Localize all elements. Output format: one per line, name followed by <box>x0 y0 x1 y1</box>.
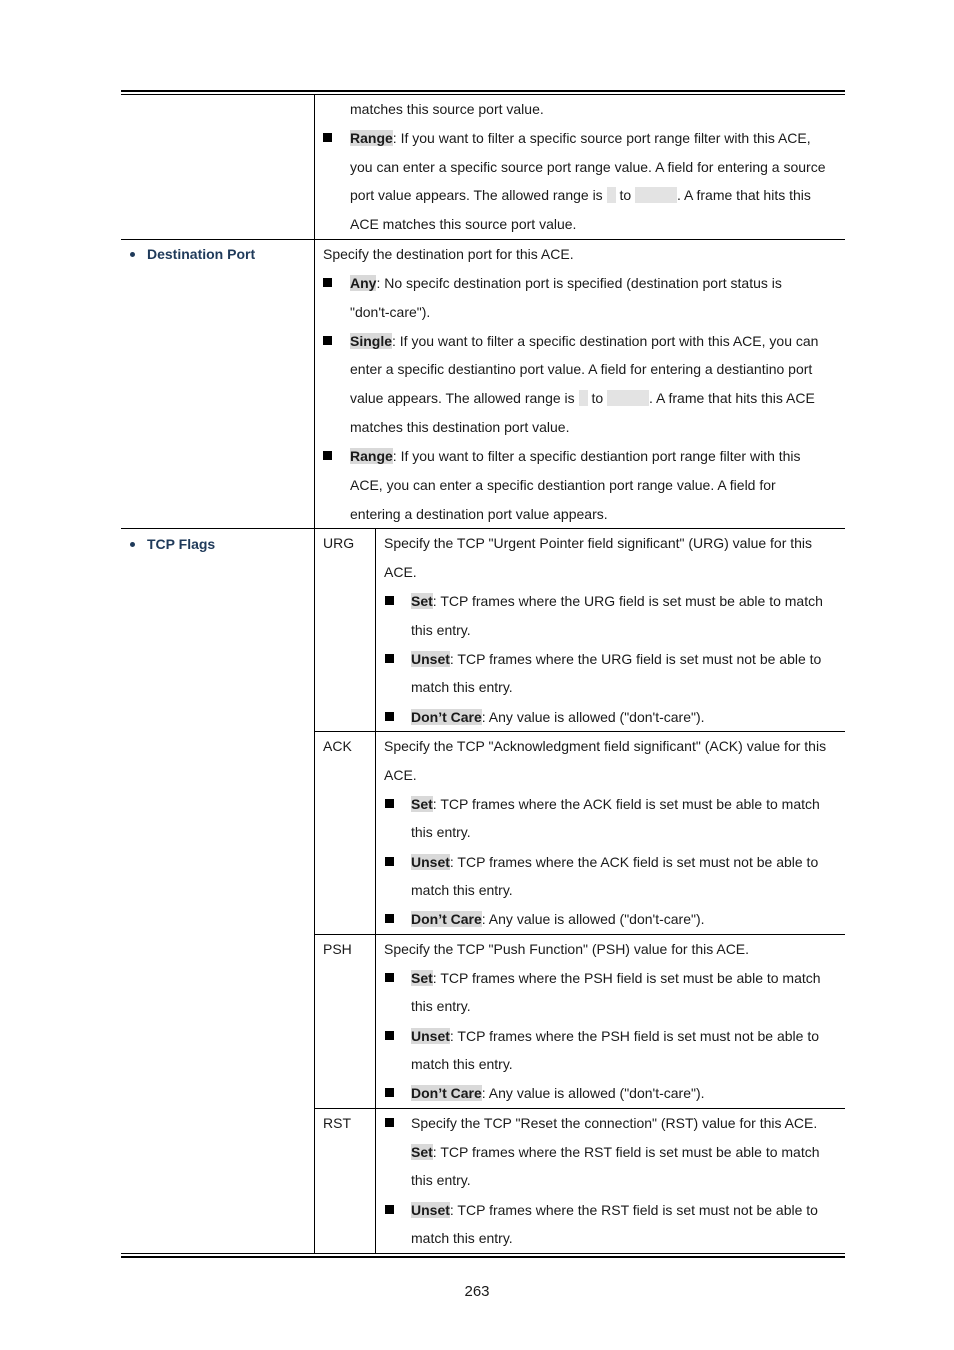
psh-dontcare-line <box>411 1084 705 1102</box>
urg-set-text: this entry. <box>411 622 471 638</box>
bullet-square-icon <box>385 596 394 605</box>
ack-unset-text: match this entry. <box>411 882 513 898</box>
keyword: Unset <box>411 1202 450 1218</box>
destination-intro: Specify the destination port for this ACE. <box>323 246 574 262</box>
bullet-square-icon <box>385 1205 394 1214</box>
table-bottom-rule <box>121 1256 845 1258</box>
column-divider <box>314 95 315 1253</box>
bullet-square-icon <box>385 1118 394 1127</box>
row-divider-psh <box>314 934 845 935</box>
source-port-text: matches this source port value. <box>350 101 544 117</box>
keyword: Set <box>411 970 433 986</box>
description-text: : TCP frames where the PSH field is set must not be able to <box>449 1028 820 1044</box>
urg-intro: ACE. <box>384 564 417 580</box>
destination-range-text: entering a destination port value appears. <box>350 506 608 522</box>
description-text: : TCP frames where the URG field is set must not be able to <box>449 651 822 667</box>
destination-any-line <box>350 274 782 292</box>
psh-unset-line <box>411 1027 819 1045</box>
range-min-field <box>579 390 588 406</box>
rst-unset-text: match this entry. <box>411 1230 513 1246</box>
destination-port-label: Destination Port <box>147 246 256 262</box>
keyword: Single <box>350 333 393 349</box>
description-text: : No specifc destination port is specified (destination port status is <box>376 275 782 291</box>
destination-single-line <box>350 332 818 350</box>
source-range-allowed <box>350 186 811 204</box>
description-text: . A frame that hits this ACE <box>649 390 815 406</box>
keyword: Set <box>411 593 433 609</box>
row-divider-destination <box>121 239 845 240</box>
row-divider-tcp-flags <box>121 528 845 529</box>
range-max-field <box>635 187 677 203</box>
destination-range-line <box>350 447 801 465</box>
keyword: Don’t Care <box>411 911 482 927</box>
destination-any-text: "don't-care"). <box>350 304 431 320</box>
table-top-rule <box>121 90 845 92</box>
bullet-square-icon <box>323 336 332 345</box>
keyword: Range <box>350 130 393 146</box>
bullet-square-icon <box>385 799 394 808</box>
flag-name-rst: RST <box>323 1115 351 1131</box>
ack-dontcare-line <box>411 910 705 928</box>
source-range-line <box>350 129 811 147</box>
psh-unset-text: match this entry. <box>411 1056 513 1072</box>
ack-set-line <box>411 795 820 813</box>
bullet-square-icon <box>323 451 332 460</box>
description-text: value appears. The allowed range is <box>350 390 575 406</box>
keyword: Range <box>350 448 393 464</box>
destination-range-text: ACE, you can enter a specific destiantion port range value. A field for <box>350 477 776 493</box>
description-text: : TCP frames where the ACK field is set must not be able to <box>449 854 819 870</box>
description-text: : TCP frames where the RST field is set must not be able to <box>449 1202 818 1218</box>
urg-unset-text: match this entry. <box>411 679 513 695</box>
description-text: : If you want to filter a specific source port range filter with this ACE, <box>392 130 811 146</box>
range-min-field <box>607 187 616 203</box>
description-text: : If you want to filter a specific destiantion port range filter with this <box>392 448 801 464</box>
psh-set-text: this entry. <box>411 998 471 1014</box>
tcp-flags-label: TCP Flags <box>147 536 216 552</box>
urg-intro: Specify the TCP "Urgent Pointer field significant" (URG) value for this <box>384 535 813 551</box>
description-text: . A frame that hits this <box>677 187 811 203</box>
bullet-square-icon <box>385 973 394 982</box>
bullet-square-icon <box>385 1031 394 1040</box>
keyword: Unset <box>411 651 450 667</box>
description-text: : TCP frames where the RST field is set must be able to match <box>432 1144 820 1160</box>
psh-set-line <box>411 969 821 987</box>
ack-intro: Specify the TCP "Acknowledgment field significant" (ACK) value for this <box>384 738 827 754</box>
range-max-field <box>607 390 649 406</box>
bullet-dot-icon <box>130 252 135 257</box>
description-text: port value appears. The allowed range is <box>350 187 603 203</box>
destination-single-text: enter a specific destiantino port value. A field for entering a destiantino port <box>350 361 813 377</box>
description-text: : Any value is allowed ("don't-care"). <box>481 1085 705 1101</box>
ack-unset-line <box>411 853 818 871</box>
keyword: Unset <box>411 854 450 870</box>
row-divider-ack <box>314 731 845 732</box>
destination-single-allowed <box>350 389 815 407</box>
description-text: : TCP frames where the PSH field is set must be able to match <box>432 970 821 986</box>
rst-set-line <box>411 1143 820 1161</box>
bullet-square-icon <box>385 857 394 866</box>
keyword: Unset <box>411 1028 450 1044</box>
keyword: Set <box>411 1144 433 1160</box>
keyword: Set <box>411 796 433 812</box>
bullet-square-icon <box>323 133 332 142</box>
urg-unset-line <box>411 650 821 668</box>
bullet-square-icon <box>385 1088 394 1097</box>
bullet-square-icon <box>385 654 394 663</box>
flag-name-ack: ACK <box>323 738 352 754</box>
ack-set-text: this entry. <box>411 824 471 840</box>
destination-single-text: matches this destination port value. <box>350 419 570 435</box>
urg-set-line <box>411 592 823 610</box>
urg-dontcare-line <box>411 708 705 726</box>
bullet-square-icon <box>323 278 332 287</box>
rst-unset-line <box>411 1201 818 1219</box>
subcolumn-divider <box>375 529 376 1253</box>
description-text: : TCP frames where the ACK field is set must be able to match <box>432 796 820 812</box>
table-bottom-rule-inner <box>121 1253 845 1254</box>
page-number: 263 <box>464 1283 490 1300</box>
row-divider-rst <box>314 1108 845 1109</box>
bullet-square-icon <box>385 914 394 923</box>
description-text: to <box>619 187 632 203</box>
flag-name-psh: PSH <box>323 941 352 957</box>
description-text: : If you want to filter a specific destination port with this ACE, you can <box>392 333 819 349</box>
flag-name-urg: URG <box>323 535 355 551</box>
source-range-text: you can enter a specific source port range value. A field for entering a source <box>350 159 826 175</box>
keyword: Don’t Care <box>411 1085 482 1101</box>
description-text: : Any value is allowed ("don't-care"). <box>481 709 705 725</box>
psh-intro: Specify the TCP "Push Function" (PSH) value for this ACE. <box>384 941 750 957</box>
bullet-dot-icon <box>130 542 135 547</box>
bullet-square-icon <box>385 712 394 721</box>
ack-intro: ACE. <box>384 767 417 783</box>
source-range-text: ACE matches this source port value. <box>350 216 577 232</box>
table-top-rule-inner <box>121 94 845 95</box>
keyword: Don’t Care <box>411 709 482 725</box>
keyword: Any <box>350 275 377 291</box>
description-text: : Any value is allowed ("don't-care"). <box>481 911 705 927</box>
rst-intro: Specify the TCP "Reset the connection" (RST) value for this ACE. <box>411 1115 818 1131</box>
description-text: to <box>591 390 604 406</box>
description-text: : TCP frames where the URG field is set must be able to match <box>432 593 823 609</box>
rst-set-text: this entry. <box>411 1172 471 1188</box>
